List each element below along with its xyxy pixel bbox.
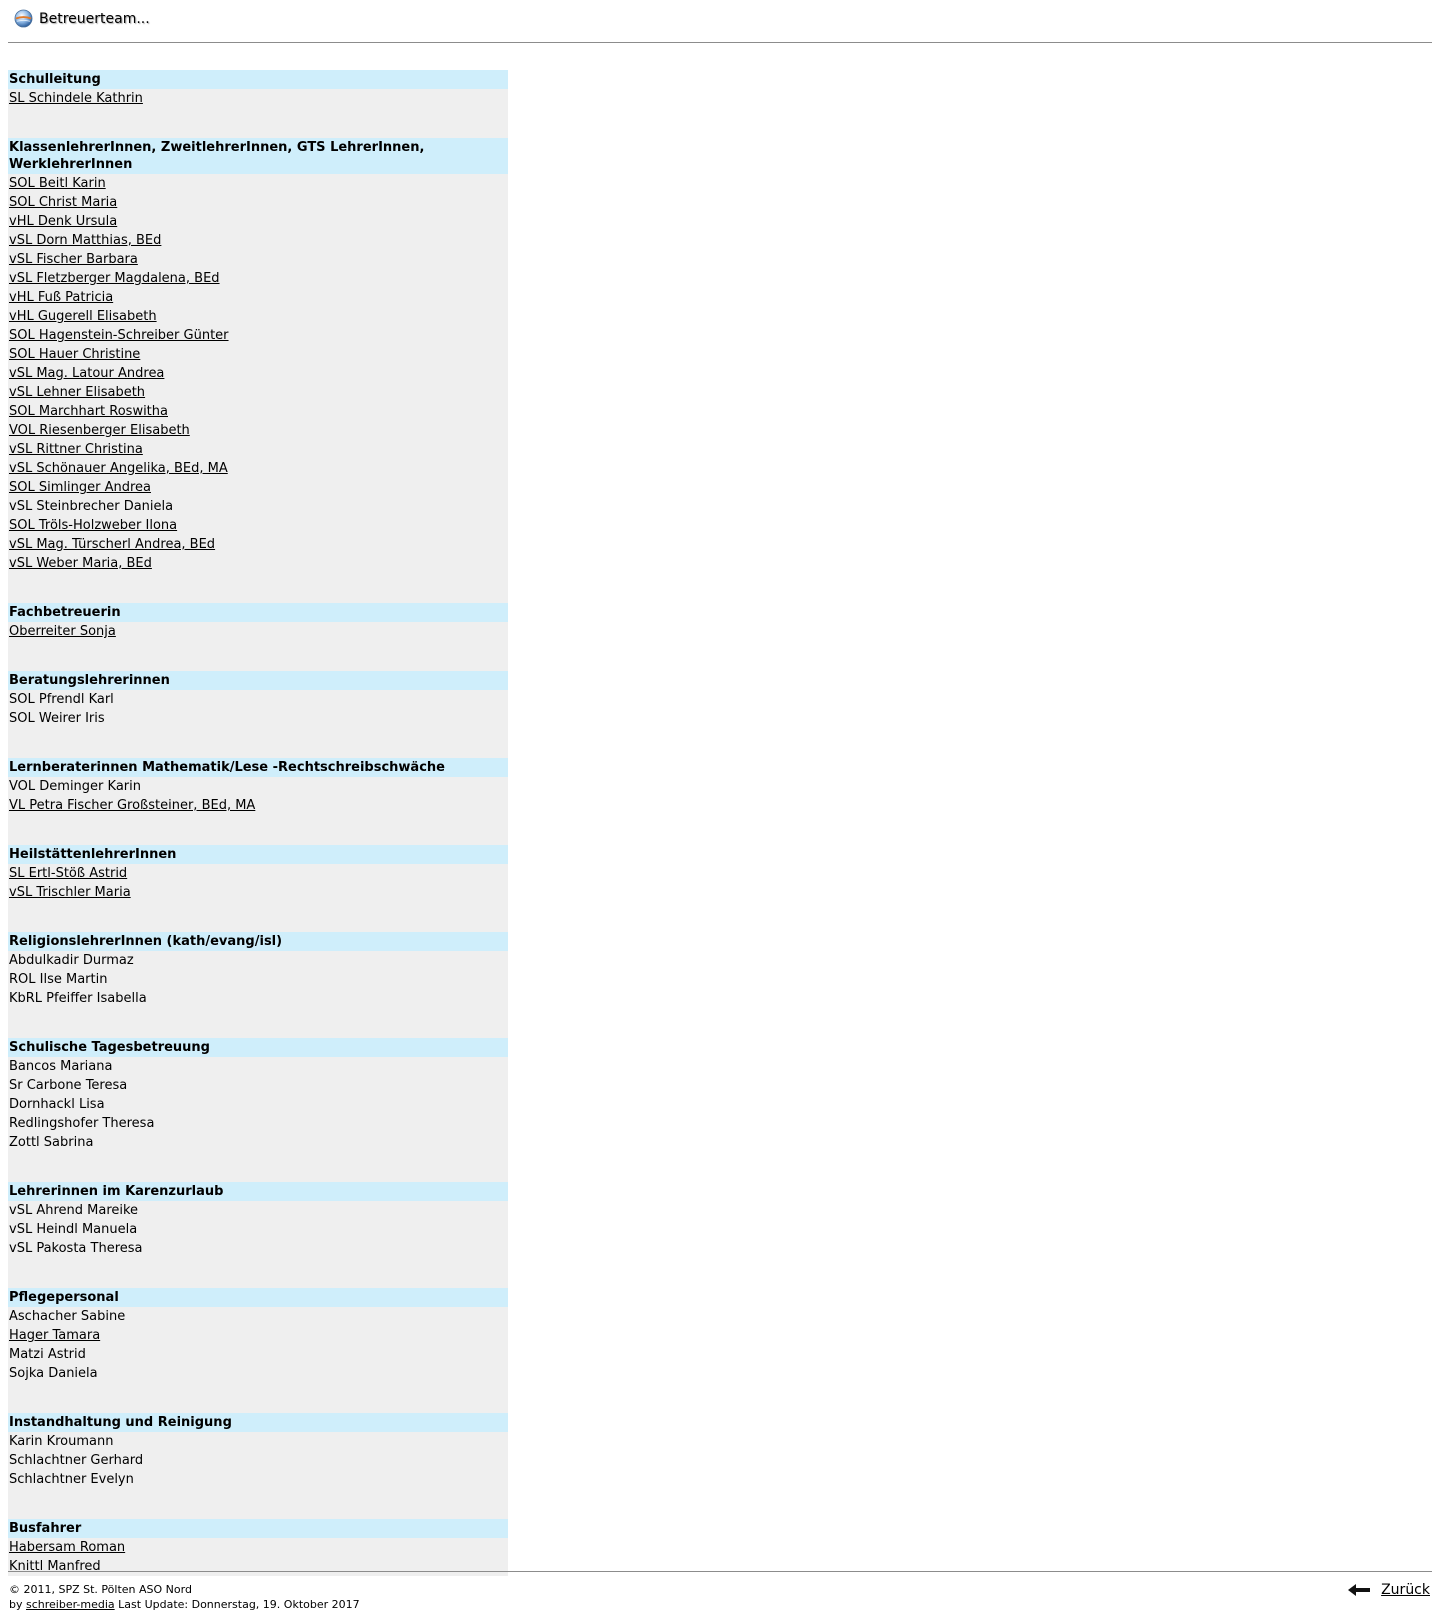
staff-member-link[interactable]: vSL Lehner Elisabeth <box>9 385 146 400</box>
staff-member: ROL Ilse Martin <box>9 972 108 987</box>
back-arrow-icon <box>1347 1583 1371 1597</box>
staff-list <box>8 70 508 1576</box>
staff-section <box>8 671 508 728</box>
staff-member-link[interactable]: Hager Tamara <box>9 1328 101 1343</box>
staff-member: SOL Pfrendl Karl <box>9 692 114 707</box>
staff-member: Matzi Astrid <box>9 1347 86 1362</box>
section-heading: Beratungslehrerinnen <box>8 671 508 690</box>
staff-member: vSL Ahrend Mareike <box>9 1203 139 1218</box>
staff-section <box>8 70 508 108</box>
staff-member-link[interactable]: vSL Dorn Matthias, BEd <box>9 233 162 248</box>
staff-member-link[interactable]: SOL Beitl Karin <box>9 176 106 191</box>
section-heading: Lernberaterinnen Mathematik/Lese -Rechtschreibschwäche <box>8 758 508 777</box>
staff-member-link[interactable]: vSL Fletzberger Magdalena, BEd <box>9 271 220 286</box>
staff-section <box>8 603 508 641</box>
staff-member-link[interactable]: VL Petra Fischer Großsteiner, BEd, MA <box>9 798 256 813</box>
section-heading: Instandhaltung und Reinigung <box>8 1413 508 1432</box>
page-title: Betreuerteam... <box>39 11 150 27</box>
last-update-text: Last Update: Donnerstag, 19. Oktober 2017 <box>118 1598 360 1611</box>
staff-section <box>8 845 508 902</box>
staff-member-link[interactable]: SOL Hagenstein-Schreiber Günter <box>9 328 229 343</box>
staff-member-link[interactable]: vHL Gugerell Elisabeth <box>9 309 157 324</box>
schreiber-media-link[interactable]: schreiber-media <box>26 1598 115 1611</box>
staff-member: KbRL Pfeiffer Isabella <box>9 991 147 1006</box>
staff-member: Schlachtner Gerhard <box>9 1453 144 1468</box>
section-heading: Schulische Tagesbetreuung <box>8 1038 508 1057</box>
section-heading: Fachbetreuerin <box>8 603 508 622</box>
staff-member-link[interactable]: vSL Mag. Latour Andrea <box>9 366 165 381</box>
staff-member: vSL Pakosta Theresa <box>9 1241 143 1256</box>
back-button[interactable] <box>1347 1582 1430 1598</box>
staff-section <box>8 1038 508 1152</box>
staff-member-link[interactable]: SOL Tröls-Holzweber Ilona <box>9 518 178 533</box>
staff-member: Bancos Mariana <box>9 1059 113 1074</box>
staff-member-link[interactable]: SL Schindele Kathrin <box>9 91 143 106</box>
staff-section <box>8 1182 508 1258</box>
staff-section <box>8 138 508 573</box>
staff-member-link[interactable]: vSL Mag. Türscherl Andrea, BEd <box>9 537 216 552</box>
staff-member-link[interactable]: SOL Christ Maria <box>9 195 118 210</box>
staff-member-link[interactable]: Oberreiter Sonja <box>9 624 116 639</box>
staff-section <box>8 1288 508 1383</box>
staff-member: Dornhackl Lisa <box>9 1097 105 1112</box>
staff-member-link[interactable]: vSL Rittner Christina <box>9 442 143 457</box>
staff-member: vSL Steinbrecher Daniela <box>9 499 174 514</box>
globe-logo-icon <box>14 9 33 28</box>
section-heading: Busfahrer <box>8 1519 508 1538</box>
staff-member: Aschacher Sabine <box>9 1309 126 1324</box>
staff-member-link[interactable]: Habersam Roman <box>9 1540 126 1555</box>
staff-member: Redlingshofer Theresa <box>9 1116 155 1131</box>
section-heading: KlassenlehrerInnen, ZweitlehrerInnen, GTS LehrerInnen, WerklehrerInnen <box>8 138 508 174</box>
staff-member-link[interactable]: SOL Marchhart Roswitha <box>9 404 168 419</box>
staff-member-link[interactable]: vHL Fuß Patricia <box>9 290 114 305</box>
staff-member-link[interactable]: Knittl Manfred <box>9 1559 101 1574</box>
staff-section <box>8 1413 508 1489</box>
staff-member-link[interactable]: vSL Fischer Barbara <box>9 252 138 267</box>
back-label: Zurück <box>1381 1582 1430 1598</box>
section-heading: HeilstättenlehrerInnen <box>8 845 508 864</box>
staff-member: Sr Carbone Teresa <box>9 1078 128 1093</box>
section-heading: Pflegepersonal <box>8 1288 508 1307</box>
section-heading: ReligionslehrerInnen (kath/evang/isl) <box>8 932 508 951</box>
staff-section <box>8 758 508 815</box>
staff-member-link[interactable]: vSL Trischler Maria <box>9 885 131 900</box>
section-heading: Schulleitung <box>8 70 508 89</box>
staff-section <box>8 932 508 1008</box>
staff-member: Zottl Sabrina <box>9 1135 94 1150</box>
staff-member: Karin Kroumann <box>9 1434 114 1449</box>
staff-member: Sojka Daniela <box>9 1366 98 1381</box>
copyright-text: © 2011, SPZ St. Pölten ASO Nord <box>9 1583 192 1596</box>
staff-section <box>8 1519 508 1576</box>
page-footer <box>8 1571 1432 1611</box>
by-prefix: by <box>9 1598 23 1611</box>
staff-member-link[interactable]: VOL Riesenberger Elisabeth <box>9 423 190 438</box>
footer-info <box>9 1582 360 1612</box>
staff-member-link[interactable]: vSL Weber Maria, BEd <box>9 556 152 571</box>
staff-member: Abdulkadir Durmaz <box>9 953 134 968</box>
page-header <box>8 0 1432 43</box>
staff-member-link[interactable]: SOL Hauer Christine <box>9 347 141 362</box>
staff-member-link[interactable]: SOL Simlinger Andrea <box>9 480 151 495</box>
staff-member-link[interactable]: SL Ertl-Stöß Astrid <box>9 866 128 881</box>
staff-member-link[interactable]: vHL Denk Ursula <box>9 214 118 229</box>
staff-member-link[interactable]: vSL Schönauer Angelika, BEd, MA <box>9 461 228 476</box>
staff-member: SOL Weirer Iris <box>9 711 105 726</box>
staff-member: Schlachtner Evelyn <box>9 1472 134 1487</box>
staff-member: VOL Deminger Karin <box>9 779 141 794</box>
staff-member: vSL Heindl Manuela <box>9 1222 138 1237</box>
section-heading: Lehrerinnen im Karenzurlaub <box>8 1182 508 1201</box>
